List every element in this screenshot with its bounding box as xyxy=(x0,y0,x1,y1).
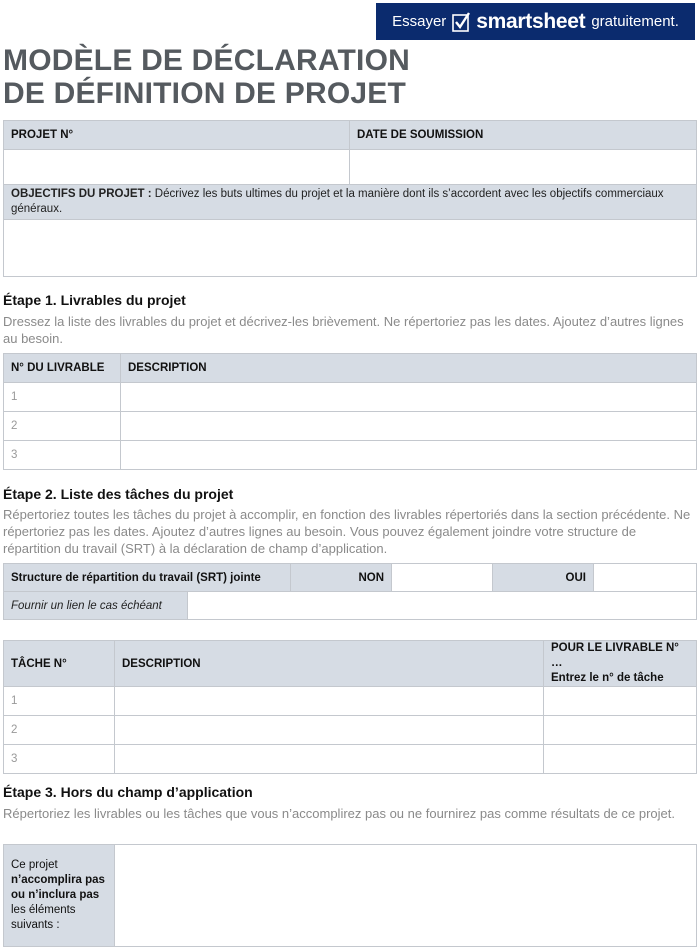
project-no-header: PROJET N° xyxy=(4,121,350,150)
task-description-header: DESCRIPTION xyxy=(115,641,544,687)
srt-link-field[interactable] xyxy=(188,592,697,620)
task-row-number: 1 xyxy=(4,687,115,716)
banner-brand: smartsheet xyxy=(476,9,586,33)
step1-instructions: Dressez la liste des livrables du projet et décrivez-les brièvement. Ne répertoriez pas les dates. Ajoutez d’autres lignes au besoin. xyxy=(3,314,684,346)
deliverable-row-number: 2 xyxy=(4,412,121,441)
deliverable-row-number: 3 xyxy=(4,441,121,470)
task-row-number: 3 xyxy=(4,745,115,774)
banner-pre: Essayer xyxy=(392,13,447,30)
out-of-scope-table xyxy=(3,844,697,947)
title-line-2: DE DÉFINITION DE PROJET xyxy=(3,77,406,110)
task-no-header: TÂCHE N° xyxy=(4,641,115,687)
task-description-cell[interactable] xyxy=(115,716,544,745)
task-deliverable-cell[interactable] xyxy=(544,687,697,716)
srt-link-table xyxy=(3,591,697,620)
srt-oui-label: OUI xyxy=(493,564,594,592)
for-deliverable-header xyxy=(544,641,697,687)
smartsheet-banner[interactable] xyxy=(376,3,695,40)
out-of-scope-label xyxy=(4,845,115,947)
deliverable-description-cell[interactable] xyxy=(121,383,697,412)
banner-post: gratuitement. xyxy=(591,13,679,30)
objectives-text: Décrivez les buts ultimes du projet et la manière dont ils s’accordent avec les objectifs commerciaux généraux. xyxy=(11,188,664,215)
task-description-cell[interactable] xyxy=(115,687,544,716)
deliverable-description-header: DESCRIPTION xyxy=(121,354,697,383)
objectives-header xyxy=(4,185,697,220)
step3-heading: Étape 3. Hors du champ d’application xyxy=(3,784,253,800)
step2-heading: Étape 2. Liste des tâches du projet xyxy=(3,486,234,502)
submission-date-header: DATE DE SOUMISSION xyxy=(350,121,697,150)
tasks-table xyxy=(3,640,697,774)
out-of-scope-post: les éléments suivants : xyxy=(11,904,76,931)
for-deliverable-line2: Entrez le n° de tâche xyxy=(551,672,664,684)
deliverable-description-cell[interactable] xyxy=(121,412,697,441)
step1-heading: Étape 1. Livrables du projet xyxy=(3,292,186,308)
task-description-cell[interactable] xyxy=(115,745,544,774)
deliverables-table xyxy=(3,353,697,470)
smartsheet-logo-icon xyxy=(452,12,470,32)
objectives-label: OBJECTIFS DU PROJET : xyxy=(11,188,152,200)
deliverable-row-number: 1 xyxy=(4,383,121,412)
out-of-scope-field[interactable] xyxy=(115,845,697,947)
srt-table xyxy=(3,563,697,592)
submission-date-field[interactable] xyxy=(350,150,697,185)
out-of-scope-bold: n’accomplira pas ou n’inclura pas xyxy=(11,874,105,901)
task-row-number: 2 xyxy=(4,716,115,745)
project-no-field[interactable] xyxy=(4,150,350,185)
srt-link-label: Fournir un lien le cas échéant xyxy=(4,592,188,620)
task-deliverable-cell[interactable] xyxy=(544,745,697,774)
step3-instructions: Répertoriez les livrables ou les tâches que vous n’accomplirez pas ou ne fournirez pas comme résultats de ce projet. xyxy=(3,806,676,821)
project-info-table xyxy=(3,120,697,277)
srt-non-label: NON xyxy=(291,564,392,592)
objectives-field[interactable] xyxy=(4,220,697,277)
srt-label: Structure de répartition du travail (SRT) jointe xyxy=(4,564,291,592)
srt-non-field[interactable] xyxy=(392,564,493,592)
out-of-scope-pre: Ce projet xyxy=(11,859,58,871)
for-deliverable-line1: POUR LE LIVRABLE N° … xyxy=(551,642,679,669)
task-deliverable-cell[interactable] xyxy=(544,716,697,745)
srt-oui-field[interactable] xyxy=(594,564,697,592)
title-line-1: MODÈLE DE DÉCLARATION xyxy=(3,44,410,77)
deliverable-no-header: N° DU LIVRABLE xyxy=(4,354,121,383)
page-title xyxy=(3,44,410,110)
step2-instructions: Répertoriez toutes les tâches du projet à accomplir, en fonction des livrables répertoriés dans la section précédente. Ne répertoriez pas les dates. Ajoutez d’autres lignes au besoin. Vous pouvez également joindre votre structure de répartition du travail (SRT) à la déclaration de champ d’application. xyxy=(3,507,691,556)
deliverable-description-cell[interactable] xyxy=(121,441,697,470)
